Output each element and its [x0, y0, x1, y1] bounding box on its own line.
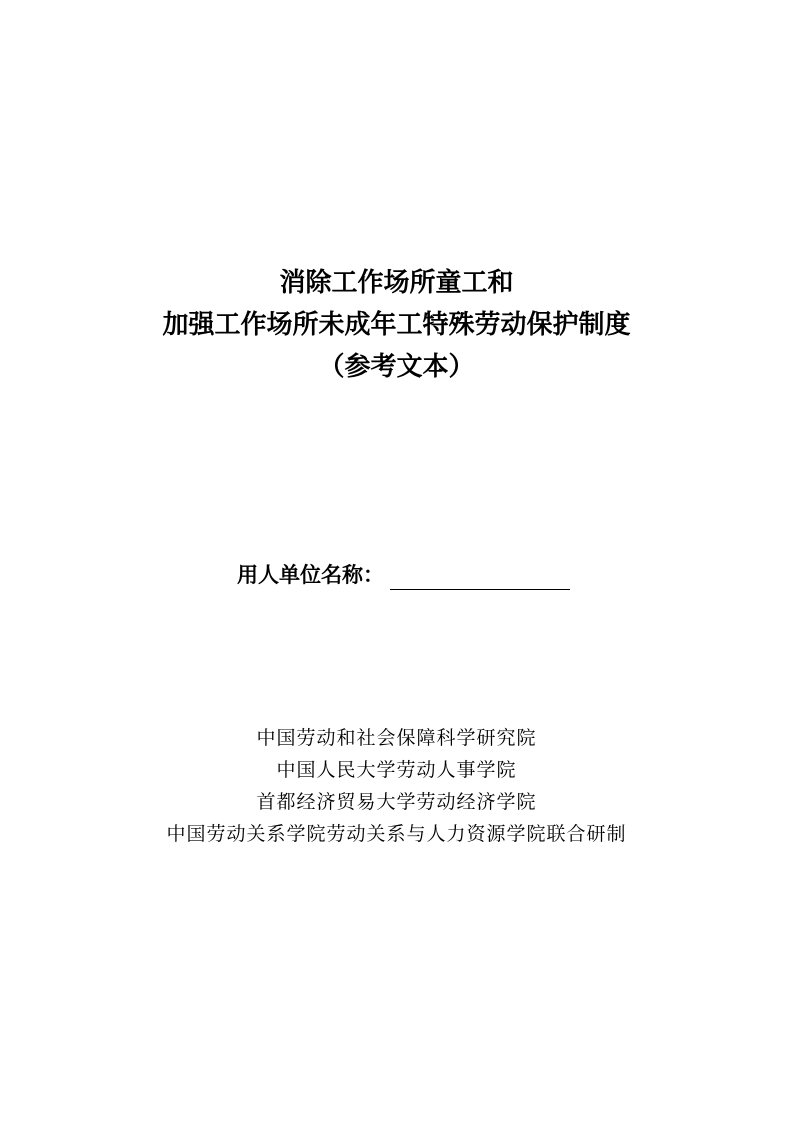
employer-name-label: 用人单位名称： — [237, 562, 384, 587]
employer-name-row — [237, 558, 570, 590]
title-line-2: 加强工作场所未成年工特殊劳动保护制度 — [162, 310, 631, 340]
organization-line-1: 中国劳动和社会保障科学研究院 — [256, 727, 537, 749]
organization-line-4: 中国劳动关系学院劳动关系与人力资源学院联合研制 — [166, 823, 627, 845]
document-title — [0, 262, 793, 388]
employer-name-blank-line[interactable] — [390, 565, 570, 590]
title-line-1: 消除工作场所童工和 — [279, 268, 514, 298]
organizations-block — [0, 722, 793, 850]
organization-line-3: 首都经济贸易大学劳动经济学院 — [256, 791, 537, 813]
organization-line-2: 中国人民大学劳动人事学院 — [276, 759, 517, 781]
title-line-3: （参考文本） — [318, 352, 475, 382]
